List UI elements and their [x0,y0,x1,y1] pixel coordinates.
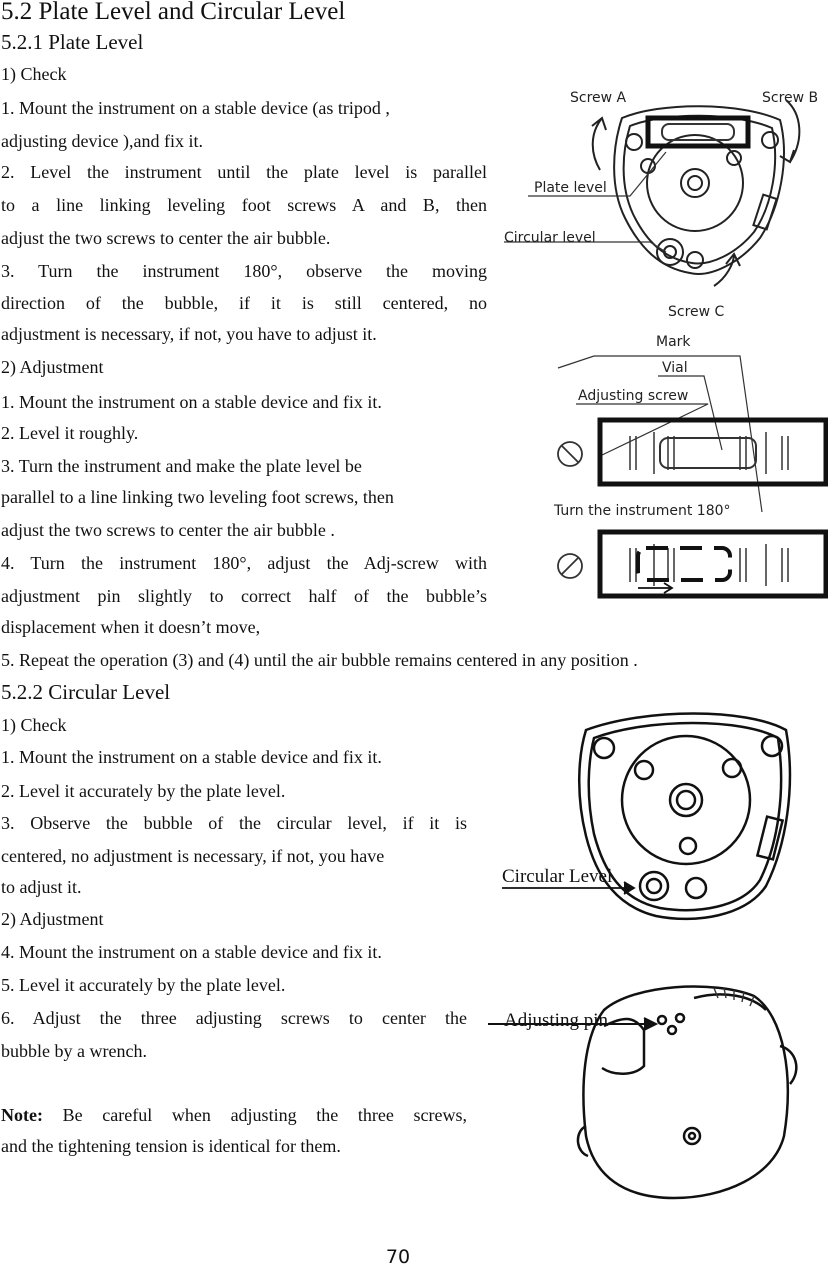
circular-level-figure [496,706,828,926]
plate-check-line-8: adjustment is necessary, if not, you have to adjust it. [1,324,377,344]
circular-adjust-heading: 2) Adjustment [1,909,104,929]
plate-adjust-line-5: adjust the two screws to center the air bubble . [1,520,335,540]
circular-check-line-5: to adjust it. [1,877,82,897]
circular-check-line-1: 1. Mount the instrument on a stable device and fix it. [1,747,382,767]
label-vial: Vial [662,360,688,376]
vial-before [558,420,826,484]
plate-check-line-4: to a line linking leveling foot screws A and B, then [1,195,487,215]
label-screw-b: Screw B [762,90,819,106]
label-adjusting-screw: Adjusting screw [578,388,689,404]
plate-check-line-7: direction of the bubble, if it is still centered, no [1,293,487,313]
plate-level-heading: 5.2.1 Plate Level [1,30,144,54]
plate-adjust-line-6: 4. Turn the instrument 180°, adjust the Adj-screw with [1,553,487,573]
note-line-2: and the tightening tension is identical for them. [1,1136,341,1156]
plate-adjust-line-1: 1. Mount the instrument on a stable device and fix it. [1,392,382,412]
plate-adjust-line-2: 2. Level it roughly. [1,423,139,443]
note-line-1 [1,1105,467,1126]
plate-check-line-5: adjust the two screws to center the air bubble. [1,228,331,248]
plate-adjust-line-7: adjustment pin slightly to correct half of the bubble’s [1,586,487,606]
note-label: Note: [1,1105,43,1125]
circular-adjust-line-3: 6. Adjust the three adjusting screws to center the [1,1008,467,1028]
plate-adjust-line-4: parallel to a line linking two leveling foot screws, then [1,487,394,507]
circular-check-line-3: 3. Observe the bubble of the circular level, if it is [1,813,467,833]
circular-adjust-line-2: 5. Level it accurately by the plate level. [1,975,286,995]
label-adjusting-pin: Adjusting pin [504,1010,608,1031]
label-screw-c: Screw C [668,304,725,320]
note-text-1: Be careful when adjusting the three screws, [42,1105,467,1125]
plate-check-line-2: adjusting device ),and fix it. [1,131,203,151]
plate-adjust-heading: 2) Adjustment [1,357,104,377]
plate-check-line-1: 1. Mount the instrument on a stable device (as tripod , [1,98,390,118]
circular-check-line-4: centered, no adjustment is necessary, if not, you have [1,846,385,866]
label-plate-level: Plate level [534,180,607,196]
plate-check-line-3: 2. Level the instrument until the plate level is parallel [1,162,487,182]
adjusting-pin-figure [484,976,828,1204]
section-title: 5.2 Plate Level and Circular Level [1,0,346,25]
plate-adjust-line-9: 5. Repeat the operation (3) and (4) until the air bubble remains centered in any position . [1,650,638,670]
plate-adjust-line-8: displacement when it doesn’t move, [1,617,261,637]
label-circular-level: Circular level [504,230,596,246]
plate-check-heading: 1) Check [1,64,67,84]
circular-level-heading: 5.2.2 Circular Level [1,680,171,704]
label-mark: Mark [656,334,691,350]
circular-check-line-2: 2. Level it accurately by the plate level. [1,781,286,801]
vial-after [558,532,826,596]
label-turn-180: Turn the instrument 180° [554,503,731,519]
plate-check-line-6: 3. Turn the instrument 180°, observe the moving [1,261,487,281]
plate-level-figure [490,78,828,608]
label-screw-a: Screw A [570,90,627,106]
circular-adjust-line-4: bubble by a wrench. [1,1041,147,1061]
plate-adjust-line-3: 3. Turn the instrument and make the plate level be [1,456,362,476]
circular-adjust-line-1: 4. Mount the instrument on a stable device and fix it. [1,942,382,962]
page-number: 70 [385,1246,411,1268]
label-circular-level-2: Circular Level [502,866,613,887]
circular-check-heading: 1) Check [1,715,67,735]
